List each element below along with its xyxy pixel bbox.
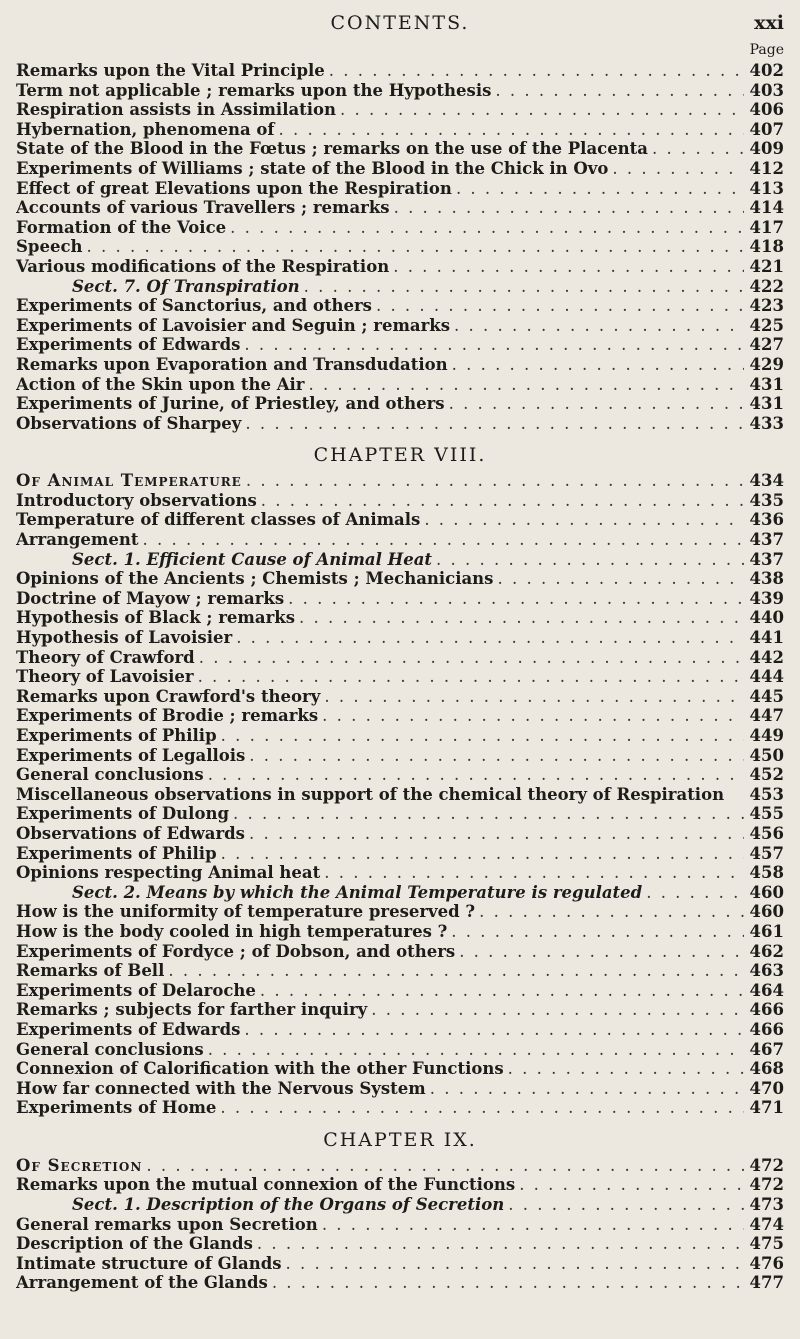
toc-entry-page: 435 [749,490,784,510]
leader-dots [260,981,744,1001]
toc-entry [16,414,784,434]
toc-entry-page: 475 [749,1234,784,1254]
toc-entry [16,667,784,687]
toc-entry-title: Respiration assists in Assimilation [16,100,337,120]
leader-dots [479,902,744,922]
leader-dots [495,81,744,101]
leader-dots [272,1273,744,1293]
toc-entry-page: 442 [749,647,784,667]
leader-dots [221,726,744,746]
toc-entry-title: Arrangement [16,530,139,550]
toc-entry-page: 447 [749,706,784,726]
toc-entry-title: Experiments of Lavoisier and Seguin ; remarks [16,315,451,335]
toc-entry-page: 421 [749,256,784,276]
toc-entry-title: General conclusions [16,765,204,785]
toc-entry-title: Experiments of Sanctorius, and others [16,296,372,316]
toc-entry-title: Remarks upon Evaporation and Transdudation [16,354,448,374]
toc-entry [16,159,784,179]
toc-entry [16,139,784,159]
toc-entry-title: How is the uniformity of temperature preserved ? [16,902,476,922]
toc-entry-page: 460 [749,882,784,902]
leader-dots [244,1020,744,1040]
toc-entry-title: Hypothesis of Black ; remarks [16,608,295,628]
toc-entry-title: Experiments of Williams ; state of the Blood in the Chick in Ovo [16,158,609,178]
toc-entry-page: 402 [749,61,784,80]
leader-dots [299,608,744,628]
toc-entry-page: 472 [749,1175,784,1195]
toc-entry-title: Observations of Edwards [16,823,245,843]
toc-entry [16,296,784,316]
leader-dots [233,804,744,824]
toc-entry [16,510,784,530]
toc-entry-title: Experiments of Jurine, of Priestley, and others [16,394,445,414]
toc-entry-title: Experiments of Edwards [16,1019,241,1039]
toc-entry-title: Experiments of Edwards [16,335,241,355]
leader-dots [508,1059,744,1079]
toc-entry-title: Hypothesis of Lavoisier [16,628,233,648]
toc-entry [16,863,784,883]
toc-entry [16,277,784,297]
toc-entry-page: 450 [749,745,784,765]
leader-dots [257,1234,744,1254]
leader-dots [459,942,744,962]
toc-entry [16,569,784,589]
toc-entry [16,608,784,628]
leader-dots [208,765,744,785]
toc-entry [16,1254,784,1274]
toc-entry-page: 423 [749,296,784,316]
leader-dots [236,628,744,648]
toc-entry-title: General remarks upon Secretion [16,1214,318,1234]
toc-entry [16,179,784,199]
toc-entry [16,491,784,511]
leader-dots [322,1215,744,1235]
toc-entry [16,1215,784,1235]
toc-entry-title: Theory of Lavoisier [16,667,194,687]
toc-entry [16,257,784,277]
toc-entry [16,628,784,648]
leader-dots [436,550,744,570]
toc-entry [16,981,784,1001]
toc-entry [16,902,784,922]
toc-entry-page: 457 [749,843,784,863]
toc-entry-title: Experiments of Legallois [16,745,246,765]
toc-entry-title: How far connected with the Nervous System [16,1078,426,1098]
toc-entry-title: Remarks ; subjects for farther inquiry [16,1000,368,1020]
leader-dots [87,237,745,257]
toc-entry [16,1195,784,1215]
leader-dots [199,648,744,668]
leader-dots [208,1040,744,1060]
toc-entry-page: 449 [749,726,784,745]
toc-entry-title: Experiments of Dulong [16,804,229,824]
toc-entry-page: 439 [749,588,784,608]
toc-entry [16,1175,784,1195]
leader-dots [221,844,744,864]
toc-entry-page: 471 [749,1098,784,1118]
toc-entry-title: How is the body cooled in high temperatures ? [16,921,448,941]
toc-entry-page: 473 [749,1195,784,1215]
toc-entry [16,218,784,238]
toc-entry-title: Speech [16,237,83,257]
leader-dots [508,1195,744,1215]
toc-entry-title: Introductory observations [16,490,257,510]
toc-entry [16,765,784,785]
toc-entry-title: Remarks upon the mutual connexion of the Functions [16,1175,516,1195]
toc-entry-page: 466 [749,1000,784,1020]
toc-entry [16,198,784,218]
leader-dots [371,1000,744,1020]
toc-entry-page: 414 [749,198,784,218]
toc-entry [16,1273,784,1293]
toc-entry-title: Remarks upon Crawford's theory [16,686,321,706]
toc-entry-title: Experiments of Home [16,1098,217,1118]
leader-dots [249,746,744,766]
toc-entry-title: Sect. 1. Efficient Cause of Animal Heat [72,549,433,569]
toc-entry-title: Accounts of various Travellers ; remarks [16,198,390,218]
leader-dots [230,218,744,238]
leader-dots [324,863,744,883]
toc-entry-title: Experiments of Philip [16,726,217,745]
toc-entry-title: General conclusions [16,1039,204,1059]
toc-entry-page: 470 [749,1078,784,1098]
toc-entry-title: Hybernation, phenomena of [16,119,275,139]
toc-entry [16,1059,784,1079]
leader-dots [245,414,744,434]
leader-dots [652,139,744,159]
toc-entry [16,804,784,824]
toc-entry-title: Experiments of Philip [16,843,217,863]
toc-entry [16,237,784,257]
toc-entry-title: Remarks upon the Vital Principle [16,61,325,80]
toc-entry-title: Description of the Glands [16,1234,253,1254]
toc-entry [16,726,784,746]
toc-entry-page: 413 [749,178,784,198]
toc-entry [16,1079,784,1099]
toc-entry-page: 464 [749,980,784,1000]
toc-entry-page: 472 [749,1155,784,1175]
toc-entry [16,1098,784,1118]
toc-entry-page: 458 [749,863,784,883]
toc-entry-page: 456 [749,823,784,843]
leader-dots [322,706,744,726]
toc-entry [16,394,784,414]
toc-entry-page: 434 [749,471,784,491]
toc-entry-page: 463 [749,961,784,981]
leader-dots [286,1254,744,1274]
leader-dots [244,335,744,355]
leader-dots [304,277,744,297]
leader-dots [308,375,744,395]
toc-entry [16,844,784,864]
toc-entry [16,1040,784,1060]
toc-entry [16,375,784,395]
toc-entry-title: Theory of Crawford [16,647,195,667]
toc-entry-page: 460 [749,902,784,922]
toc-entry-page: 438 [749,569,784,589]
toc-entry-page: 445 [749,686,784,706]
toc-entry-title: State of the Blood in the Fœtus ; remarks on the use of the Placenta [16,139,648,159]
chapter-heading: CHAPTER IX. [323,1128,477,1151]
leader-dots [198,667,744,687]
toc-entry-page: 476 [749,1253,784,1273]
toc-entry [16,1234,784,1254]
toc-entry [16,746,784,766]
folio-number: xxi [754,12,784,34]
toc-entry-page: 437 [749,549,784,569]
toc-entry [16,1020,784,1040]
toc-entry [16,355,784,375]
toc-entry-page: 425 [749,315,784,335]
running-head [0,8,800,38]
toc-entry-page: 418 [749,237,784,257]
toc-entry-page: 429 [749,354,784,374]
toc-entry-title: Experiments of Fordyce ; of Dobson, and others [16,941,456,961]
toc-entry-title: Effect of great Elevations upon the Respiration [16,178,452,198]
leader-dots [376,296,744,316]
leader-dots [261,491,744,511]
toc-entry-page: 440 [749,608,784,628]
toc-entry-title: Miscellaneous observations in support of the chemical theory of Respiration [16,784,725,804]
toc-entry-title: Experiments of Delaroche [16,980,256,1000]
toc-entry-page: 422 [749,276,784,296]
toc-entry-page: 467 [749,1039,784,1059]
toc-entry-page: 468 [749,1059,784,1079]
leader-dots [393,257,744,277]
toc-entry-page: 441 [749,628,784,648]
toc-entry [16,687,784,707]
entries-chapter-7-continued [16,61,784,433]
toc-entry [16,61,784,81]
toc-entry-page: 427 [749,335,784,355]
toc-entry-page: 436 [749,510,784,530]
toc-entry [16,883,784,903]
leader-dots [288,589,744,609]
toc-entry-title: Term not applicable ; remarks upon the Hypothesis [16,80,492,100]
entries-chapter-8 [16,471,784,1118]
leader-dots [246,471,744,491]
leader-dots [340,100,744,120]
toc-entry [16,785,784,805]
toc-entry [16,471,784,491]
toc-entry [16,316,784,336]
toc-entry [16,100,784,120]
toc-entry-page: 431 [749,374,784,394]
toc-entry-page: 406 [749,100,784,120]
toc-entry-title: Formation of the Voice [16,217,227,237]
toc-entry-title: Temperature of different classes of Animals [16,510,421,530]
toc-entry [16,1156,784,1176]
toc-entry-page: 462 [749,941,784,961]
toc-entry [16,81,784,101]
toc-entry-page: 407 [749,119,784,139]
leader-dots [452,355,744,375]
chapter-heading: CHAPTER VIII. [313,444,487,467]
toc-entry-title: Sect. 2. Means by which the Animal Temperature is regulated [72,882,643,902]
leader-dots [646,883,744,903]
toc-entry [16,961,784,981]
toc-entry-title: Opinions respecting Animal heat [16,863,321,883]
leader-dots [329,61,744,81]
toc-entry-page: 466 [749,1019,784,1039]
toc-entry [16,648,784,668]
toc-entry-page: 412 [749,158,784,178]
leader-dots [519,1175,744,1195]
leader-dots [456,179,744,199]
toc-entry-title: Doctrine of Mayow ; remarks [16,588,285,608]
leader-dots [394,198,744,218]
toc-entry [16,530,784,550]
toc-entry [16,824,784,844]
leader-dots [168,961,744,981]
toc-entry-page: 409 [749,139,784,159]
toc-entry-page: 461 [749,921,784,941]
contents-list [16,61,784,1293]
toc-entry [16,1000,784,1020]
toc-entry-page: 453 [749,784,784,804]
leader-dots [454,316,744,336]
toc-entry-page: 431 [749,394,784,414]
toc-entry-page: 455 [749,804,784,824]
leader-dots [451,922,744,942]
toc-entry [16,706,784,726]
leader-dots [279,120,745,140]
toc-entry-title: Of Animal Temperature [16,471,242,491]
toc-entry-page: 474 [749,1214,784,1234]
page-title: CONTENTS. [330,12,470,34]
leader-dots [220,1098,744,1118]
toc-entry-title: Action of the Skin upon the Air [16,374,305,394]
leader-dots [143,530,745,550]
toc-entry [16,942,784,962]
toc-entry-page: 433 [749,413,784,433]
toc-entry-title: Experiments of Brodie ; remarks [16,706,319,726]
toc-entry [16,550,784,570]
toc-entry [16,335,784,355]
leader-dots [612,159,744,179]
toc-entry-page: 444 [749,667,784,687]
leader-dots [424,510,744,530]
toc-entry [16,922,784,942]
toc-entry-title: Various modifications of the Respiration [16,256,390,276]
toc-entry-page: 477 [749,1273,784,1293]
toc-entry-title: Connexion of Calorification with the other Functions [16,1059,504,1079]
toc-entry-page: 417 [749,217,784,237]
toc-entry-title: Arrangement of the Glands [16,1273,268,1293]
toc-entry [16,589,784,609]
leader-dots [146,1156,744,1176]
toc-entry-title: Opinions of the Ancients ; Chemists ; Mechanicians [16,569,494,589]
leader-dots [324,687,744,707]
toc-entry-title: Sect. 7. Of Transpiration [72,276,300,296]
toc-entry-title: Intimate structure of Glands [16,1253,282,1273]
toc-entry-title: Of Secretion [16,1155,143,1175]
toc-entry [16,120,784,140]
leader-dots [249,824,744,844]
toc-entry-title: Sect. 1. Description of the Organs of Secretion [72,1195,505,1215]
entries-chapter-9 [16,1156,784,1293]
leader-dots [497,569,744,589]
leader-dots [430,1079,744,1099]
leader-dots [449,394,744,414]
toc-entry-page: 437 [749,530,784,550]
toc-entry-page: 452 [749,765,784,785]
page-column-label: Page [749,42,784,58]
toc-entry-title: Observations of Sharpey [16,413,242,433]
toc-entry-page: 403 [749,80,784,100]
toc-entry-title: Remarks of Bell [16,961,165,981]
